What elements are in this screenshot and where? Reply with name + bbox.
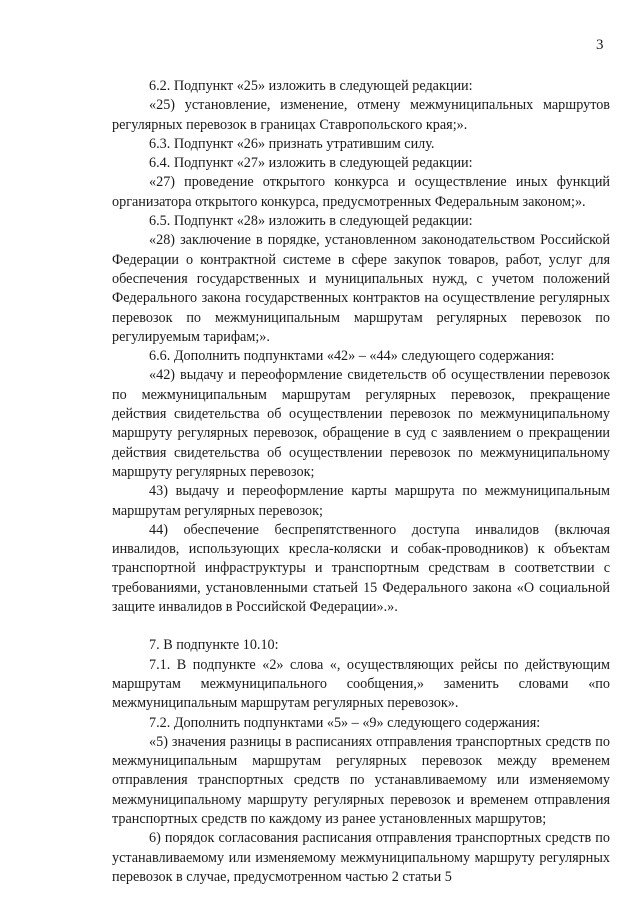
paragraph: 7.2. Дополнить подпунктами «5» – «9» следующего содержания:: [149, 714, 541, 731]
paragraph: «25) установление, изменение, отмену межмуниципальных маршрутов регулярных перевозок в границах Ставропольского края;».: [112, 97, 610, 133]
paragraph: 6.6. Дополнить подпунктами «42» – «44» следующего содержания:: [149, 348, 555, 365]
paragraph: 44) обеспечение беспрепятственного доступа инвалидов (включая инвалидов, использующих кресла-коляски и собак-проводников) к объектам транспортной инфраструктуры и транспортным средствам в соответствии с требованиями, установленными статьей 15 Федерального закона «О социальной защите инвалидов в Российской Федерации».».: [112, 521, 610, 616]
paragraph: 6.3. Подпункт «26» признать утратившим силу.: [149, 135, 435, 152]
paragraph: 43) выдачу и переоформление карты маршрута по межмуниципальным маршрутам регулярных перевозок;: [112, 483, 610, 519]
paragraph: 6.4. Подпункт «27» изложить в следующей редакции:: [149, 155, 473, 172]
document-body: [112, 77, 610, 887]
paragraph-gap: [112, 617, 610, 636]
paragraph: «42) выдачу и переоформление свидетельств об осуществлении перевозок по межмуниципальным маршрутам регулярных перевозок, прекращение действия свидетельства об осуществлении перевозок по межмуниципальному маршруту регулярных перевозок, обращение в суд с заявлением о прекращении действия свидетельства об осуществлении перевозок по межмуниципальному маршруту регулярных перевозок;: [112, 367, 610, 480]
paragraph: 6.2. Подпункт «25» изложить в следующей редакции:: [149, 78, 473, 94]
paragraph: «28) заключение в порядке, установленном законодательством Российской Федерации о контрактной системе в сфере закупок товаров, работ, услуг для обеспечения государственных и муниципальных нужд, с учетом положений Федерального закона государственных контрактов на осуществление регулярных перевозок по межмуниципальным маршрутам регулярных перевозок по регулируемым тарифам;».: [112, 232, 610, 345]
paragraph: 6.5. Подпункт «28» изложить в следующей редакции:: [149, 213, 473, 230]
paragraph: «27) проведение открытого конкурса и осуществление иных функций организатора открытого конкурса, предусмотренных Федеральным законом;».: [112, 174, 610, 210]
paragraph: «5) значения разницы в расписаниях отправления транспортных средств по межмуниципальным маршрутам регулярных перевозок между временем отправления транспортных средств по устанавливаемому или изменяемому межмуниципальному маршруту регулярных перевозок и временем отправления транспортных средств по каждому из ранее установленных маршрутов;: [112, 733, 610, 827]
paragraph: 7.1. В подпункте «2» слова «, осуществляющих рейсы по действующим маршрутам межмуниципального сообщения,» заменить словами «по межмуниципальным маршрутам регулярных перевозок».: [112, 656, 610, 712]
page-number: 3: [596, 37, 604, 53]
paragraph: 7. В подпункте 10.10:: [149, 637, 279, 654]
paragraph: 6) порядок согласования расписания отправления транспортных средств по устанавливаемому или изменяемому межмуниципальному маршруту регулярных перевозок в случае, предусмотренном частью 2 статьи 5: [112, 830, 610, 885]
